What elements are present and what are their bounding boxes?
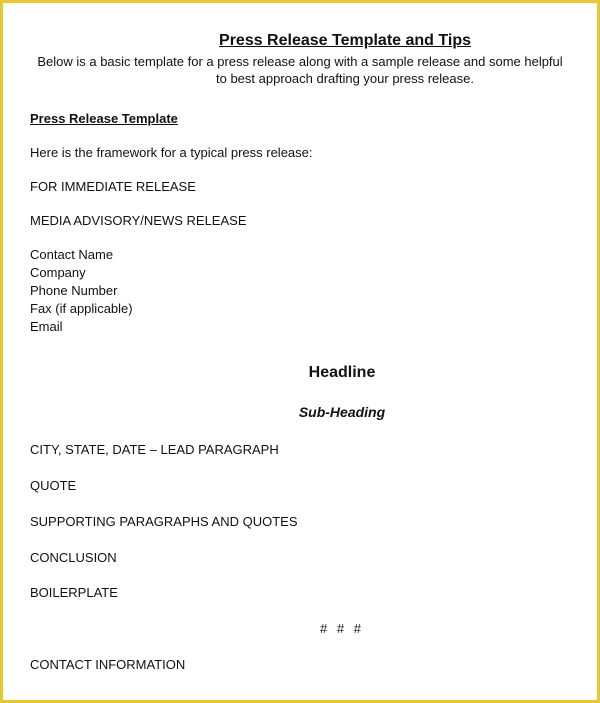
supporting-line: SUPPORTING PARAGRAPHS AND QUOTES <box>30 514 298 529</box>
lead-paragraph-line: CITY, STATE, DATE – LEAD PARAGRAPH <box>30 442 279 457</box>
subheading: Sub-Heading <box>298 404 386 420</box>
end-mark: # # # <box>320 621 364 636</box>
intro-line-1: Below is a basic template for a press release along with a sample release and some helpful <box>37 54 563 69</box>
contact-field: Company <box>30 265 86 280</box>
document-page <box>3 3 597 700</box>
media-advisory-line: MEDIA ADVISORY/NEWS RELEASE <box>30 213 247 228</box>
contact-field: Contact Name <box>30 247 114 262</box>
framework-text: Here is the framework for a typical press release: <box>30 145 313 160</box>
immediate-release-line: FOR IMMEDIATE RELEASE <box>30 179 196 194</box>
headline: Headline <box>308 364 376 381</box>
intro-line-2: to best approach drafting your press release. <box>216 71 474 86</box>
boilerplate-line: BOILERPLATE <box>30 585 118 600</box>
section-title: Press Release Template <box>30 111 178 126</box>
quote-line: QUOTE <box>30 478 77 493</box>
contact-fields-list <box>30 246 133 336</box>
contact-information-line: CONTACT INFORMATION <box>30 657 186 672</box>
conclusion-line: CONCLUSION <box>30 550 117 565</box>
contact-field: Fax (if applicable) <box>30 301 133 316</box>
document-title: Press Release Template and Tips <box>219 32 471 49</box>
contact-field: Phone Number <box>30 283 118 298</box>
contact-field: Email <box>30 319 63 334</box>
